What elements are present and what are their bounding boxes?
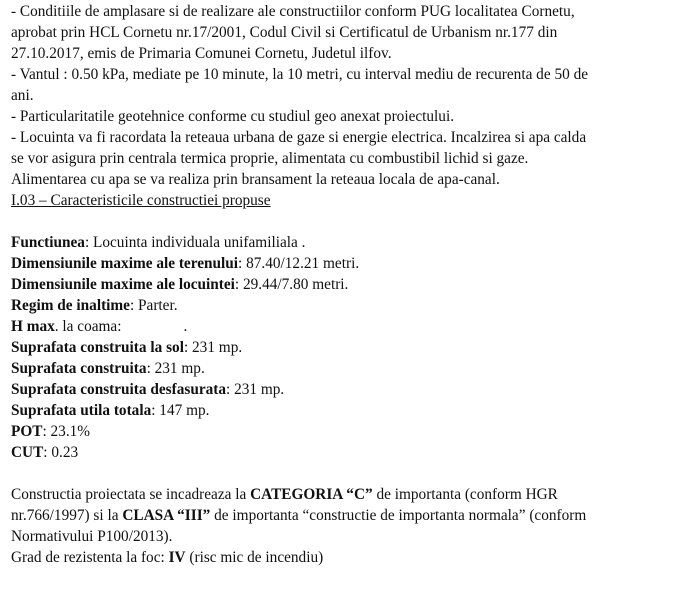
fact-value: : 231 mp. <box>183 339 243 356</box>
fact-row-suprafata-utila <box>11 400 695 421</box>
construction-facts-list <box>11 232 695 463</box>
fact-value: . la coama: <box>54 318 122 335</box>
intro-line: Alimentarea cu apa se va realiza prin bransament la reteaua locala de apa-canal. <box>11 171 500 188</box>
fact-value: : 23.1% <box>42 423 91 440</box>
site-conditions-paragraph <box>11 0 695 190</box>
fire-resistance-grade: IV <box>168 549 186 566</box>
fact-label: Dimensiunile maxime ale terenului <box>11 255 239 272</box>
closing-line <box>11 505 695 526</box>
intro-line: ani. <box>11 87 34 104</box>
fact-row-hmax <box>11 316 695 337</box>
fact-value: : Locuinta individuala unifamiliala . <box>84 234 306 251</box>
fact-label: POT <box>11 423 43 440</box>
fact-label: Regim de inaltime <box>11 297 130 314</box>
fact-label: Suprafata construita <box>11 360 147 377</box>
fact-label: Suprafata utila totala <box>11 402 152 419</box>
fact-label: CUT <box>11 444 44 461</box>
fact-row-functiunea <box>11 232 695 253</box>
intro-line: - Particularitatile geotehnice conforme cu studiul geo anexat proiectului. <box>11 108 455 125</box>
fact-row-locuinta <box>11 274 695 295</box>
closing-line <box>11 484 695 505</box>
fact-row-suprafata-desfasurata <box>11 379 695 400</box>
fact-value: : 147 mp. <box>151 402 210 419</box>
closing-text: de importanta (conform HGR <box>372 486 558 503</box>
fact-value: : 231 mp. <box>226 381 285 398</box>
fact-value: : 0.23 <box>43 444 79 461</box>
intro-line: aprobat prin HCL Cornetu nr.17/2001, Codul Civil si Certificatul de Urbanism nr.177 din <box>11 24 558 41</box>
fact-value: : 231 mp. <box>146 360 205 377</box>
closing-text: (risc mic de incendiu) <box>185 549 324 566</box>
closing-text: de importanta “constructie de importanta normala” (conform <box>210 507 587 524</box>
fact-value: : 87.40/12.21 metri. <box>238 255 360 272</box>
fact-row-regim <box>11 295 695 316</box>
intro-line: se vor asigura prin centrala termica proprie, alimentata cu combustibil lichid si gaze. <box>11 150 529 167</box>
importance-classification-paragraph <box>11 484 695 568</box>
fact-label: Functiunea <box>11 234 85 251</box>
fact-value: : 29.44/7.80 metri. <box>234 276 349 293</box>
fact-label: H max <box>11 318 55 335</box>
fact-row-suprafata-construita <box>11 358 695 379</box>
fact-label: Suprafata construita la sol <box>11 339 184 356</box>
fact-suffix: . <box>183 318 188 335</box>
category-label: CATEGORIA “C” <box>250 486 373 503</box>
closing-text: Grad de rezistenta la foc: <box>11 549 169 566</box>
fact-row-pot <box>11 421 695 442</box>
fact-row-cut <box>11 442 695 463</box>
section-title: I.03 – Caracteristicile constructiei propuse <box>11 192 271 209</box>
intro-line: - Vantul : 0.50 kPa, mediate pe 10 minute, la 10 metri, cu interval mediu de recurenta de 50 de <box>11 66 589 83</box>
fact-row-teren <box>11 253 695 274</box>
closing-text: nr.766/1997) si la <box>11 507 123 524</box>
intro-line: - Locuinta va fi racordata la reteaua urbana de gaze si energie electrica. Incalzirea si apa calda <box>11 129 587 146</box>
closing-line: Normativului P100/2013). <box>11 528 173 545</box>
closing-line <box>11 547 695 568</box>
fact-row-suprafata-sol <box>11 337 695 358</box>
fact-label: Suprafata construita desfasurata <box>11 381 227 398</box>
class-label: CLASA “III” <box>122 507 211 524</box>
closing-text: Constructia proiectata se incadreaza la <box>11 486 251 503</box>
intro-line: - Conditiile de amplasare si de realizare ale constructiilor conform PUG localitatea Cornetu, <box>11 3 575 20</box>
fact-value: : Parter. <box>129 297 178 314</box>
intro-line: 27.10.2017, emis de Primaria Comunei Cornetu, Judetul ilfov. <box>11 45 392 62</box>
fact-label: Dimensiunile maxime ale locuintei <box>11 276 235 293</box>
